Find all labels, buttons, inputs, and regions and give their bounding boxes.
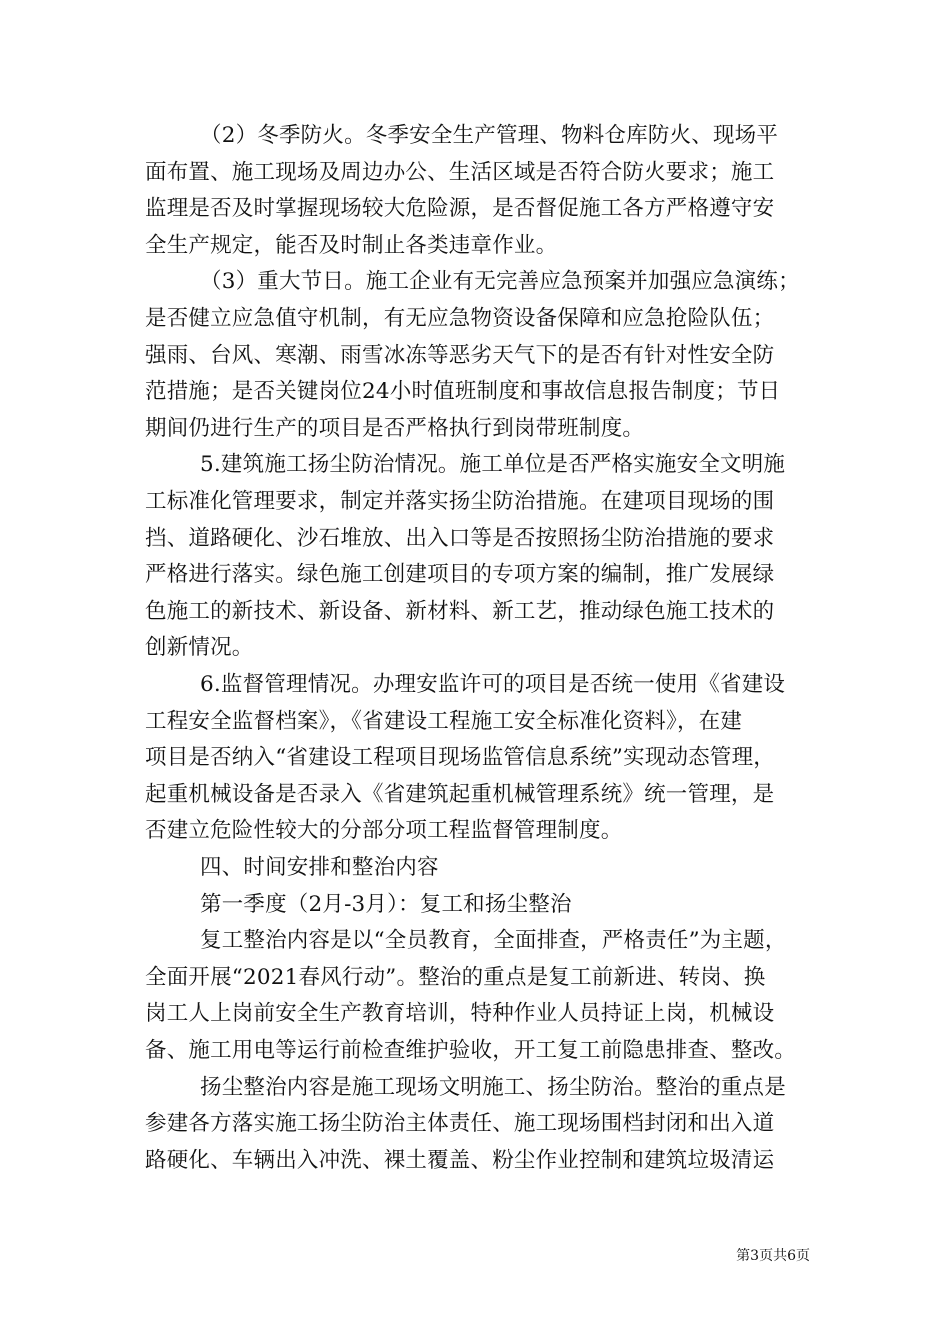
- text-line: 备、施工用电等运行前检查维护验收，开工复工前隐患排查、整改。: [145, 1038, 797, 1063]
- text-line: 参建各方落实施工扬尘防治主体责任、施工现场围档封闭和出入道: [145, 1111, 775, 1136]
- section-heading: 四、时间安排和整治内容: [200, 855, 439, 880]
- text-line: 严格进行落实。绿色施工创建项目的专项方案的编制，推广发展绿: [145, 562, 775, 587]
- text-line: 全面开展“2021春风行动”。整治的重点是复工前新进、转岗、换: [145, 965, 766, 990]
- text-line: （3）重大节日。施工企业有无完善应急预案并加强应急演练；: [200, 269, 800, 294]
- subsection-heading: 第一季度（2月-3月）：复工和扬尘整治: [200, 892, 572, 917]
- text-line: 期间仍进行生产的项目是否严格执行到岗带班制度。: [145, 416, 645, 441]
- text-line: 监理是否及时掌握现场较大危险源，是否督促施工各方严格遵守安: [145, 196, 775, 221]
- text-line: 否建立危险性较大的分部分项工程监督管理制度。: [145, 818, 623, 843]
- text-line: 强雨、台风、寒潮、雨雪冰冻等恶劣天气下的是否有针对性安全防: [145, 343, 775, 368]
- text-line: 起重机械设备是否录入《省建筑起重机械管理系统》统一管理，是: [145, 782, 775, 807]
- text-line: 面布置、施工现场及周边办公、生活区域是否符合防火要求；施工: [145, 160, 775, 185]
- page-number: 第3页共6页: [736, 1248, 810, 1264]
- text-line: 5.建筑施工扬尘防治情况。施工单位是否严格实施安全文明施: [200, 452, 786, 477]
- text-line: 范措施；是否关键岗位24小时值班制度和事故信息报告制度；节日: [145, 379, 781, 404]
- text-line: 项目是否纳入“省建设工程项目现场监管信息系统”实现动态管理，: [145, 745, 775, 770]
- text-line: 岗工人上岗前安全生产教育培训，特种作业人员持证上岗，机械设: [145, 1001, 775, 1026]
- text-line: 全生产规定，能否及时制止各类违章作业。: [145, 233, 558, 258]
- text-line: 挡、道路硬化、沙石堆放、出入口等是否按照扬尘防治措施的要求: [145, 526, 775, 551]
- text-line: 工程安全监督档案》，《省建设工程施工安全标准化资料》，在建: [145, 709, 743, 734]
- text-line: 6.监督管理情况。办理安监许可的项目是否统一使用《省建设: [200, 672, 786, 697]
- text-line: 工标准化管理要求，制定并落实扬尘防治措施。在建项目现场的围: [145, 489, 775, 514]
- text-line: 创新情况。: [145, 635, 254, 660]
- text-line: 路硬化、车辆出入冲洗、裸土覆盖、粉尘作业控制和建筑垃圾清运: [145, 1148, 775, 1173]
- text-line: 复工整治内容是以“全员教育，全面排查，严格责任”为主题，: [200, 928, 787, 953]
- text-line: 是否健立应急值守机制，有无应急物资设备保障和应急抢险队伍；: [145, 306, 775, 331]
- text-line: 扬尘整治内容是施工现场文明施工、扬尘防治。整治的重点是: [200, 1075, 786, 1100]
- text-line: 色施工的新技术、新设备、新材料、新工艺，推动绿色施工技术的: [145, 599, 775, 624]
- text-line: （2）冬季防火。冬季安全生产管理、物料仓库防火、现场平: [200, 123, 779, 148]
